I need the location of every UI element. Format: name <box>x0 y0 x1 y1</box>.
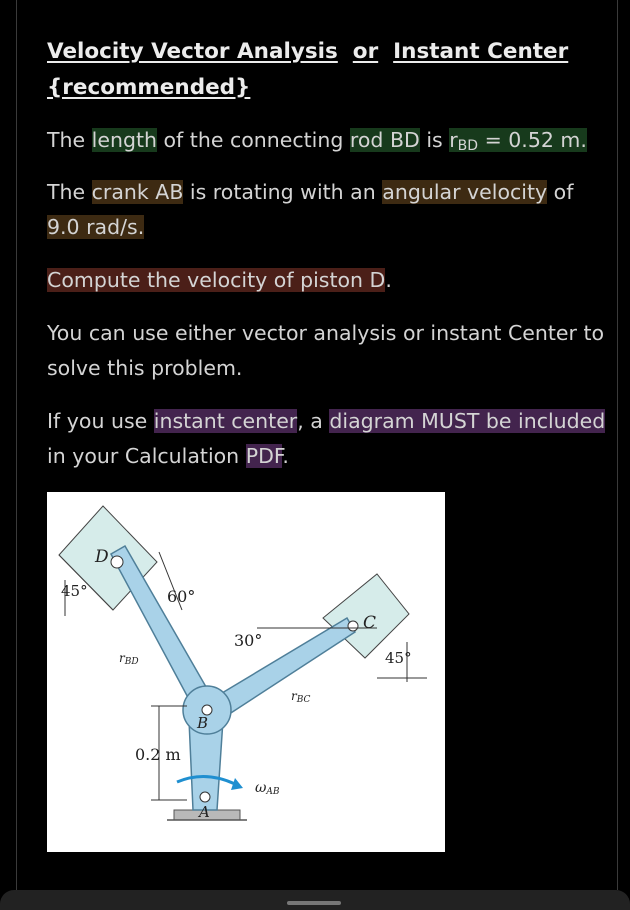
highlight-diagram-must: diagram MUST be included <box>329 409 606 433</box>
heading-recommended: {recommended} <box>47 75 251 100</box>
bottom-sheet-bar <box>0 890 630 910</box>
heading-vector-analysis: Velocity Vector Analysis <box>47 39 338 64</box>
heading-instant-center: Instant Center <box>393 39 569 64</box>
home-indicator[interactable] <box>287 901 341 905</box>
highlight-crank-ab: crank AB <box>91 180 184 204</box>
highlight-length: length <box>91 128 157 152</box>
pin-a <box>200 792 210 802</box>
heading <box>47 34 607 106</box>
label-omega-ab: ωAB <box>255 780 280 797</box>
highlight-rbd-value: $r_{BD} = 0.52$ m. <box>449 128 587 154</box>
paragraph-diagram-note: If you use instant center, a diagram MUST be included in your Calculation PDF. <box>47 409 606 468</box>
label-b: B <box>197 714 209 732</box>
right-border <box>617 0 618 890</box>
highlight-angular-velocity: angular velocity <box>382 180 548 204</box>
left-border <box>16 0 17 890</box>
label-c: C <box>363 613 377 633</box>
label-r-bd: rBD <box>119 651 139 667</box>
highlight-instant-center: instant center <box>153 409 298 433</box>
paragraph-rod-length: The length of the connecting rod BD is $r_{BD} = 0.52$ m. <box>47 128 587 154</box>
label-angle-30: 30° <box>234 631 263 650</box>
label-angle-45-left: 45° <box>61 582 88 600</box>
label-angle-45-right: 45° <box>385 649 412 667</box>
pin-c <box>348 621 358 631</box>
label-r-bc: rBC <box>291 689 311 705</box>
highlight-compute-velocity: Compute the velocity of piston D <box>47 268 386 292</box>
mechanism-figure <box>47 492 445 852</box>
highlight-rod-bd: rod BD <box>349 128 420 152</box>
heading-or: or <box>352 39 379 64</box>
label-angle-60: 60° <box>167 587 196 606</box>
label-d: D <box>95 547 109 567</box>
mechanism-diagram <box>47 492 445 852</box>
label-dimension-0-2m: 0.2 m <box>135 745 181 764</box>
highlight-omega-value: 9.0 rad/s. <box>47 215 145 239</box>
highlight-pdf: PDF <box>245 444 283 468</box>
paragraph-task: Compute the velocity of piston D. <box>47 268 392 292</box>
paragraph-crank: The crank AB is rotating with an angular velocity of 9.0 rad/s. <box>47 180 574 239</box>
pin-d <box>111 556 123 568</box>
problem-content <box>47 30 607 474</box>
label-a: A <box>199 803 210 821</box>
paragraph-methods: You can use either vector analysis or instant Center to solve this problem. <box>47 321 605 380</box>
